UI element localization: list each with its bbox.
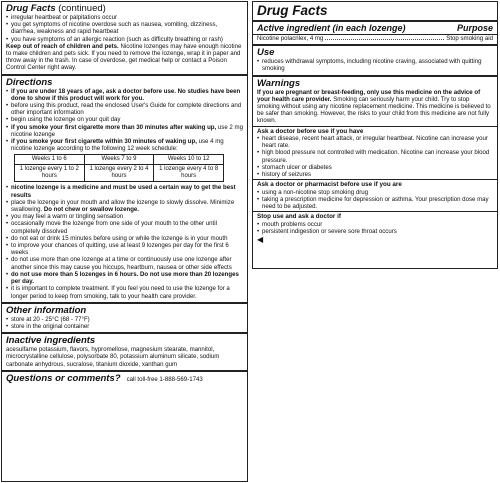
list-item: • if you are under 18 years of age, ask a doctor before use. No studies have been done to show if this product will work for you. (6, 88, 243, 102)
active-ingredient-name: Nicotine polacrilex, 4 mg (257, 35, 324, 42)
list-item: • stomach ulcer or diabetes (257, 164, 493, 171)
questions-section (2, 372, 247, 386)
keep-out-warning: Keep out of reach of children and pets. Nicotine lozenges may have enough nicotine to make children and pets sick. If you need to remove the lozenge, wrap it in paper and throw away in the trash. In case of overdose, get medical help or contact a Poison Control Center right away. (6, 42, 242, 72)
list-item: • high blood pressure not controlled with medication. Nicotine can increase your blood pressure. (257, 149, 493, 163)
pregnancy-warning: If you are pregnant or breast-feeding, only use this medicine on the advice of your health care provider. Smoking can seriously harm your child. Try to stop smoking without using any nicotine replacement medicine. This medicine is believed to be safer than smoking. However, the risks to your child from this medicine are not fully known. (257, 88, 491, 125)
inactive-ingredients-section (2, 334, 247, 372)
dosing-schedule-table (14, 154, 224, 182)
list-item: • history of seizures (257, 171, 493, 178)
drug-facts-left-panel (1, 1, 248, 482)
ask-pharmacist-heading: Ask a doctor or pharmacist before use if you are (253, 179, 497, 188)
list-item: • irregular heartbeat or palpitations occur (6, 14, 243, 21)
list-item: • store at 20 - 25°C (68 - 77°F) (6, 316, 243, 323)
list-item: • reduces withdrawal symptoms, including nicotine craving, associated with quitting smoking (257, 58, 493, 72)
list-item: • begin using the lozenge on your quit day (6, 116, 243, 123)
list-item: • do not eat or drink 15 minutes before using or while the lozenge is in your mouth (6, 235, 243, 242)
active-ingredient-heading: Active ingredient (in each lozenge) (257, 23, 406, 33)
list-item: • if you smoke your first cigarette within 30 minutes of waking up, use 4 mg nicotine lozenge according to the following 12 week schedule: (6, 138, 243, 152)
table-cell: 1 lozenge every 1 to 2 hours (15, 165, 85, 182)
other-information-heading: Other information (6, 304, 87, 316)
continued-section (2, 2, 247, 76)
list-item: • do not use more than 5 lozenges in 6 hours. Do not use more than 20 lozenges per day. (6, 271, 243, 285)
warnings-section (253, 77, 497, 246)
list-item: • do not use more than one lozenge at a time or continuously use one lozenge after another since this may cause you hiccups, heartburn, nausea or other side effects (6, 256, 243, 270)
active-ingredient-section (253, 22, 497, 46)
list-item: • taking a prescription medicine for depression or asthma. Your prescription dose may need to be adjusted. (257, 196, 493, 210)
list-item: • persistent indigestion or severe sore throat occurs (257, 228, 493, 235)
ask-doctor-heading: Ask a doctor before use if you have (253, 126, 497, 135)
list-item: • it is important to complete treatment. If you feel you need to use the lozenge for a longer period to keep from smoking, talk to your health care provider. (6, 285, 243, 299)
directions-heading: Directions (6, 76, 53, 88)
other-information-section (2, 304, 247, 334)
list-item: • you may feel a warm or tingling sensation (6, 213, 243, 220)
table-header: Weeks 1 to 6 (15, 155, 85, 165)
toll-free-number: call toll-free 1-888-569-1743 (126, 375, 203, 383)
dotted-leader (325, 35, 444, 40)
list-item: • you get symptoms of nicotine overdose such as nausea, vomiting, dizziness, diarrhea, weakness and rapid heartbeat (6, 21, 243, 35)
right-title: Drug Facts (257, 3, 328, 18)
warnings-heading: Warnings (257, 77, 301, 89)
list-item: • using a non-nicotine stop smoking drug (257, 189, 493, 196)
drug-facts-right-panel (252, 1, 498, 269)
list-item: • store in the original container (6, 323, 243, 330)
list-item: • mouth problems occur (257, 221, 493, 228)
table-header: Weeks 10 to 12 (154, 155, 224, 165)
use-section (253, 46, 497, 76)
list-item: • to improve your chances of quitting, use at least 9 lozenges per day for the first 6 weeks (6, 242, 243, 256)
title-section (253, 2, 497, 22)
stop-use-heading: Stop use and ask a doctor if (253, 211, 497, 220)
list-item: • heart disease, recent heart attack, or irregular heartbeat. Nicotine can increase your heart rate. (257, 135, 493, 149)
inactive-ingredients-text: acesulfame potassium, flavors, hypromellose, magnesium stearate, mannitol, microcrystalline cellulose, polysorbate 80, potassium aluminum silicate, sodium carbonate anhydrous, sucralose, titanium dioxide, xanthan gum (6, 346, 220, 368)
use-heading: Use (257, 47, 275, 59)
active-ingredient-purpose: Stop smoking aid (446, 35, 493, 42)
list-item: • if you smoke your first cigarette more than 30 minutes after waking up, use 2 mg nicotine lozenge (6, 124, 243, 138)
left-title: Drug Facts (continued) (6, 3, 106, 14)
inactive-ingredients-heading: Inactive ingredients (6, 335, 96, 347)
purpose-heading: Purpose (456, 23, 493, 33)
list-item: • you have symptoms of an allergic reaction (such as difficulty breathing or rash) (6, 36, 243, 43)
list-item: • place the lozenge in your mouth and allow the lozenge to slowly dissolve. Minimize swallowing. Do not chew or swallow lozenge. (6, 199, 243, 213)
list-item: • before using this product, read the enclosed User's Guide for complete directions and other important information (6, 102, 243, 116)
table-cell: 1 lozenge every 4 to 8 hours (154, 165, 224, 182)
table-cell: 1 lozenge every 2 to 4 hours (84, 165, 154, 182)
directions-section (2, 76, 247, 304)
list-item: • nicotine lozenge is a medicine and must be used a certain way to get the best results (6, 184, 243, 198)
continue-arrow-icon: ◀ (257, 235, 264, 245)
table-header: Weeks 7 to 9 (84, 155, 154, 165)
list-item: • occasionally move the lozenge from one side of your mouth to the other until completely dissolved (6, 220, 243, 234)
questions-heading: Questions or comments? (6, 372, 121, 384)
